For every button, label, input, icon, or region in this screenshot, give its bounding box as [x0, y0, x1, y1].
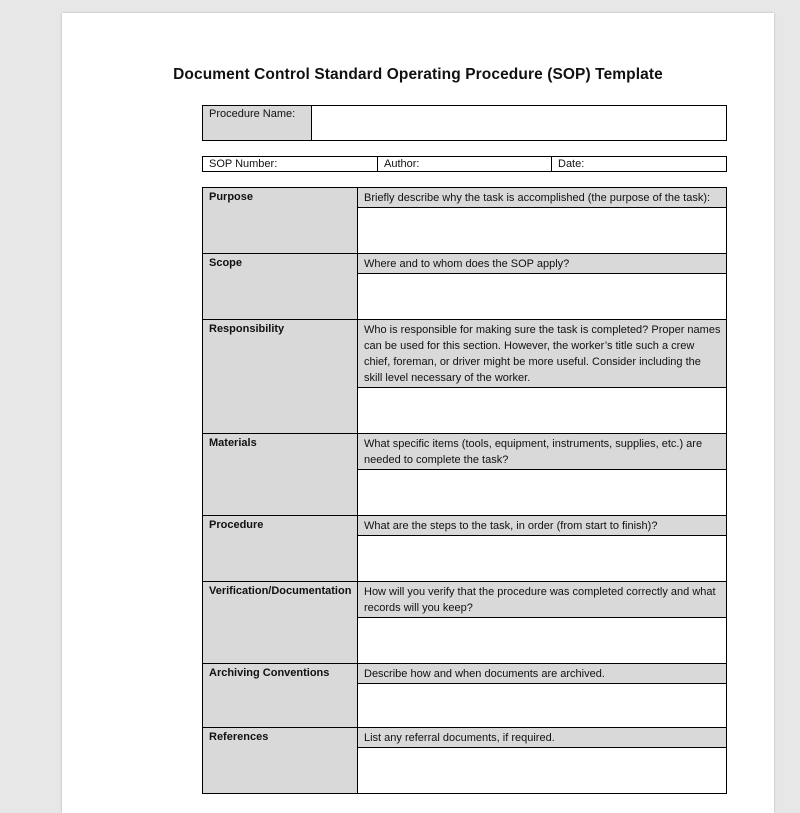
section-label-responsibility: Responsibility — [203, 320, 358, 434]
sop-number-field[interactable]: SOP Number: — [203, 157, 378, 172]
section-prompt-purpose: Briefly describe why the task is accomplished (the purpose of the task): — [358, 188, 727, 208]
section-row-procedure — [203, 516, 727, 536]
section-answer-references[interactable] — [358, 748, 727, 794]
section-row-scope — [203, 254, 727, 274]
section-answer-archiving[interactable] — [358, 684, 727, 728]
section-row-references — [203, 728, 727, 748]
section-prompt-archiving: Describe how and when documents are archived. — [358, 664, 727, 684]
section-row-archiving — [203, 664, 727, 684]
section-label-procedure: Procedure — [203, 516, 358, 582]
date-field[interactable]: Date: — [552, 157, 727, 172]
section-row-responsibility — [203, 320, 727, 388]
section-label-verification: Verification/Documentation — [203, 582, 358, 664]
sop-meta-table — [202, 156, 727, 172]
section-prompt-verification: How will you verify that the procedure was completed correctly and what records will you keep? — [358, 582, 727, 618]
section-label-materials: Materials — [203, 434, 358, 516]
sop-sections-table — [202, 187, 727, 794]
section-prompt-responsibility: Who is responsible for making sure the task is completed? Proper names can be used for this section. However, the worker’s title such a crew chief, foreman, or driver might be more useful. Consider including the skill level necessary of the worker. — [358, 320, 727, 388]
document-page — [62, 13, 774, 813]
section-prompt-scope: Where and to whom does the SOP apply? — [358, 254, 727, 274]
author-field[interactable]: Author: — [378, 157, 552, 172]
section-answer-purpose[interactable] — [358, 208, 727, 254]
document-title: Document Control Standard Operating Procedure (SOP) Template — [173, 66, 663, 83]
section-prompt-procedure: What are the steps to the task, in order (from start to finish)? — [358, 516, 727, 536]
section-answer-scope[interactable] — [358, 274, 727, 320]
section-prompt-references: List any referral documents, if required. — [358, 728, 727, 748]
section-label-archiving: Archiving Conventions — [203, 664, 358, 728]
section-row-materials — [203, 434, 727, 470]
section-label-references: References — [203, 728, 358, 794]
section-prompt-materials: What specific items (tools, equipment, instruments, supplies, etc.) are needed to complete the task? — [358, 434, 727, 470]
section-row-purpose — [203, 188, 727, 208]
procedure-name-table — [202, 105, 727, 141]
section-answer-materials[interactable] — [358, 470, 727, 516]
section-answer-procedure[interactable] — [358, 536, 727, 582]
section-label-scope: Scope — [203, 254, 358, 320]
procedure-name-label: Procedure Name: — [203, 106, 312, 141]
section-row-verification — [203, 582, 727, 618]
procedure-name-field[interactable] — [312, 106, 727, 141]
section-label-purpose: Purpose — [203, 188, 358, 254]
section-answer-verification[interactable] — [358, 618, 727, 664]
section-answer-responsibility[interactable] — [358, 388, 727, 434]
